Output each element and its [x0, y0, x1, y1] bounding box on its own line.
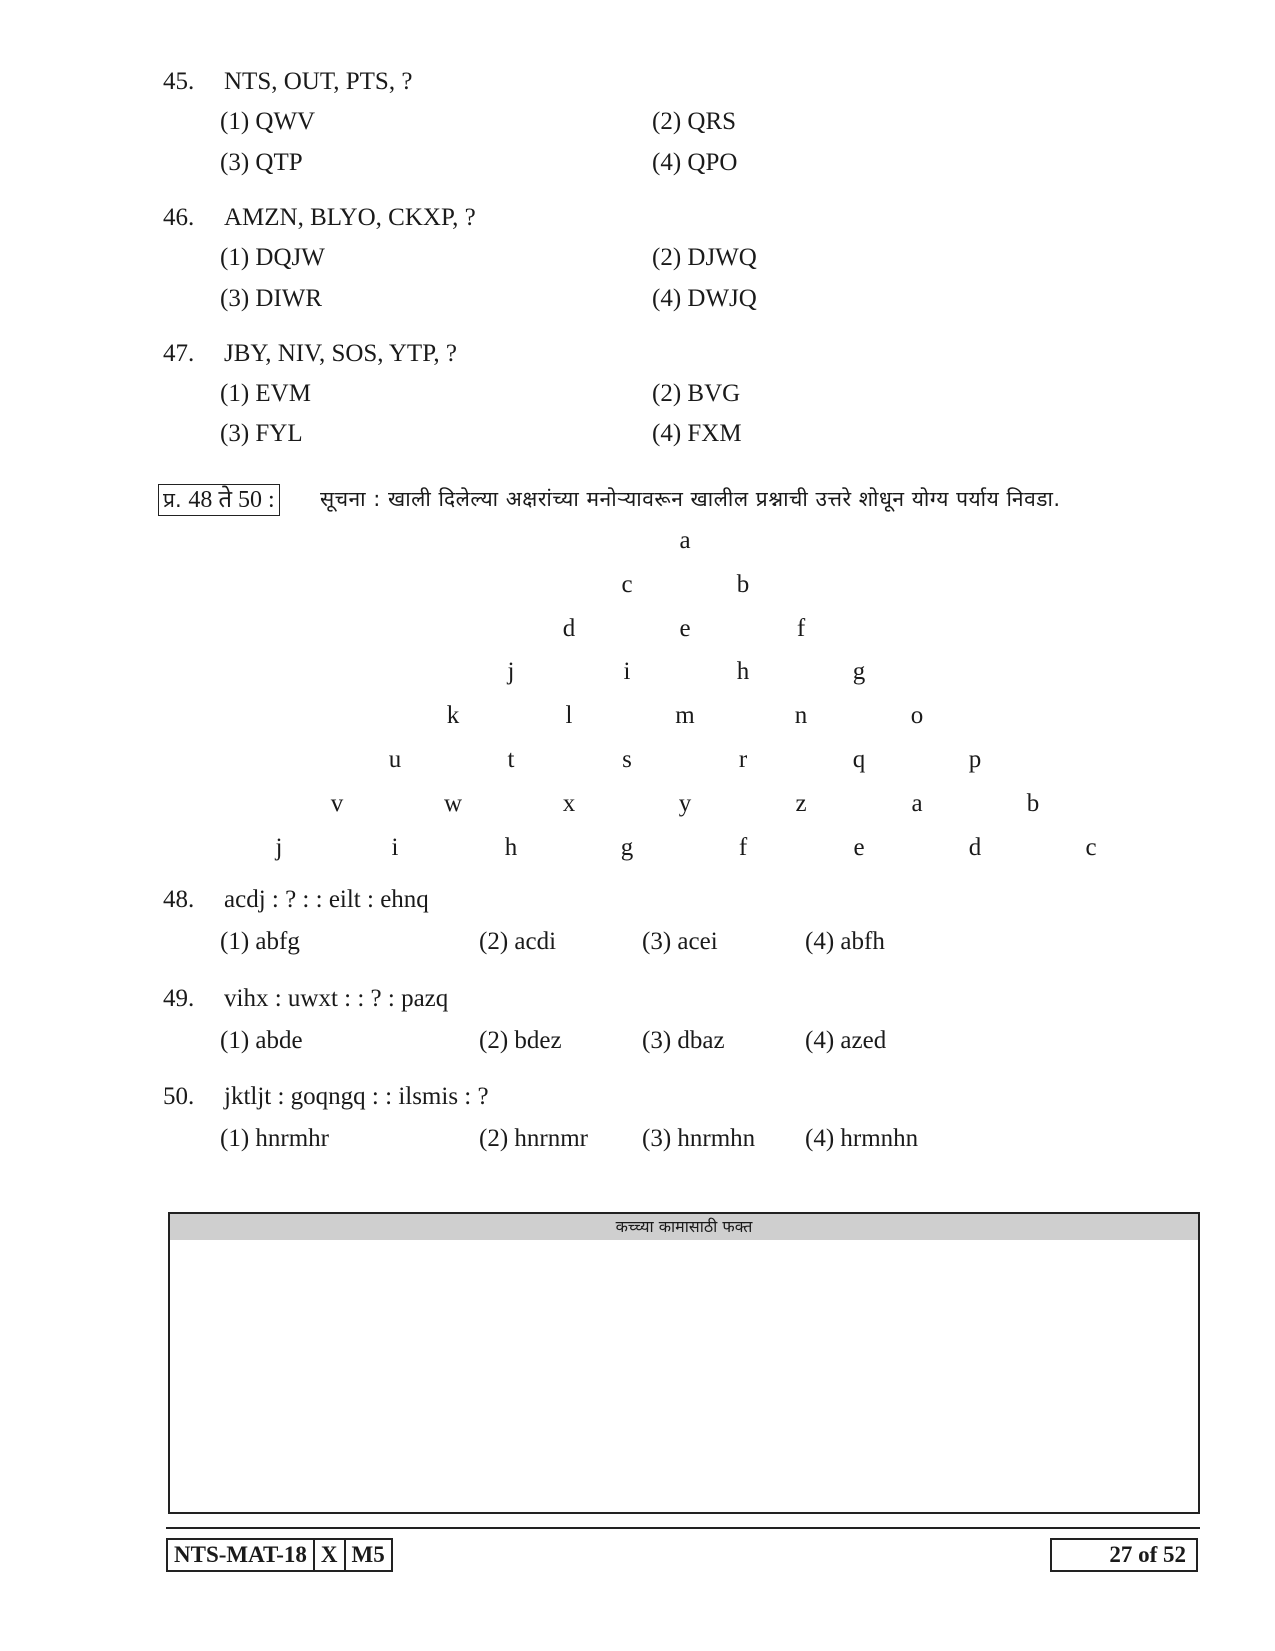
question-number: 50.	[163, 1083, 195, 1110]
pyramid-letter: t	[507, 746, 515, 773]
option[interactable]: (1) hnrmhr	[220, 1125, 329, 1152]
pyramid-letter: z	[795, 789, 807, 817]
pyramid-letter: p	[968, 746, 982, 773]
question-range-tag	[158, 484, 280, 516]
question-number: 48.	[163, 886, 195, 913]
page-number: 27 of 52	[1050, 1538, 1198, 1572]
pyramid-letter: c	[1085, 833, 1097, 861]
pyramid-letter: q	[852, 746, 866, 773]
question-text: vihx : uwxt : : ? : pazq	[224, 985, 449, 1012]
pyramid-letter: a	[911, 789, 923, 817]
option[interactable]: (3) acei	[642, 928, 718, 955]
tag-prefix: प्र.	[163, 488, 182, 512]
pyramid-letter: b	[736, 570, 750, 598]
pyramid-letter: h	[736, 658, 750, 686]
option[interactable]: (2) hnrnmr	[479, 1125, 588, 1152]
pyramid-letter: o	[910, 702, 924, 730]
paper-set: M5	[344, 1540, 391, 1570]
option[interactable]: (3) dbaz	[642, 1027, 725, 1054]
pyramid-letter: g	[620, 833, 634, 861]
question-number: 46.	[163, 204, 195, 231]
option[interactable]: (4) azed	[805, 1027, 887, 1054]
pyramid-letter: g	[852, 658, 866, 686]
option[interactable]: (1) abde	[220, 1027, 303, 1054]
option[interactable]: (2) BVG	[652, 380, 741, 407]
option[interactable]: (1) abfg	[220, 928, 300, 955]
option[interactable]: (3) FYL	[220, 420, 303, 447]
option[interactable]: (4) QPO	[652, 149, 738, 176]
rough-work-box	[168, 1212, 1200, 1514]
pyramid-letter: u	[388, 746, 402, 773]
tag-range: 48 ते 50 :	[188, 487, 275, 513]
pyramid-letter: i	[623, 658, 631, 686]
pyramid-letter: h	[504, 833, 518, 861]
question-text: NTS, OUT, PTS, ?	[224, 68, 413, 95]
instruction-text: सूचना : खाली दिलेल्या अक्षरांच्या मनोऱ्यावरून खालील प्रश्नाची उत्तरे शोधून योग्य पर्याय निवडा.	[320, 487, 1061, 511]
pyramid-letter: r	[738, 746, 748, 773]
pyramid-letter: y	[678, 789, 692, 817]
pyramid-letter: k	[446, 702, 460, 730]
rough-work-label: कच्च्या कामासाठी फक्त	[170, 1214, 1198, 1240]
option[interactable]: (3) hnrmhn	[642, 1125, 756, 1152]
option[interactable]: (1) DQJW	[220, 244, 325, 271]
paper-code-box	[166, 1538, 393, 1572]
question-text: JBY, NIV, SOS, YTP, ?	[224, 340, 457, 367]
pyramid-letter: f	[738, 833, 748, 861]
pyramid-letter: j	[275, 833, 283, 861]
pyramid-letter: d	[968, 833, 982, 861]
option[interactable]: (2) bdez	[479, 1027, 562, 1054]
question-number: 49.	[163, 985, 195, 1012]
question-text: AMZN, BLYO, CKXP, ?	[224, 204, 476, 231]
option[interactable]: (1) QWV	[220, 108, 316, 135]
pyramid-letter: m	[675, 702, 695, 730]
pyramid-letter: s	[622, 746, 632, 773]
option[interactable]: (4) abfh	[805, 928, 885, 955]
option[interactable]: (4) DWJQ	[652, 285, 757, 312]
option[interactable]: (4) FXM	[652, 420, 742, 447]
pyramid-letter: d	[562, 614, 576, 642]
pyramid-letter: l	[565, 702, 573, 730]
pyramid-letter: e	[853, 833, 865, 861]
option[interactable]: (2) QRS	[652, 108, 737, 135]
pyramid-letter: a	[679, 527, 691, 554]
paper-code: NTS-MAT-18	[174, 1542, 307, 1567]
option[interactable]: (1) EVM	[220, 380, 311, 407]
paper-section: X	[313, 1540, 344, 1570]
pyramid-letter: n	[794, 702, 808, 730]
question-text: acdj : ? : : eilt : ehnq	[224, 886, 429, 913]
question-number: 45.	[163, 68, 195, 95]
pyramid-letter: w	[443, 789, 463, 817]
pyramid-letter: x	[562, 789, 576, 817]
option[interactable]: (2) acdi	[479, 928, 557, 955]
footer-divider	[166, 1527, 1200, 1529]
option[interactable]: (4) hrmnhn	[805, 1125, 919, 1152]
option[interactable]: (3) DIWR	[220, 285, 323, 312]
pyramid-letter: i	[391, 833, 399, 861]
pyramid-letter: c	[621, 570, 633, 598]
question-text: jktljt : goqngq : : ilsmis : ?	[224, 1083, 489, 1110]
pyramid-letter: j	[507, 658, 515, 686]
option[interactable]: (2) DJWQ	[652, 244, 757, 271]
question-number: 47.	[163, 340, 195, 367]
pyramid-letter: v	[330, 789, 344, 817]
pyramid-letter: e	[679, 614, 691, 642]
option[interactable]: (3) QTP	[220, 149, 303, 176]
pyramid-letter: f	[796, 614, 806, 642]
pyramid-letter: b	[1026, 789, 1040, 817]
